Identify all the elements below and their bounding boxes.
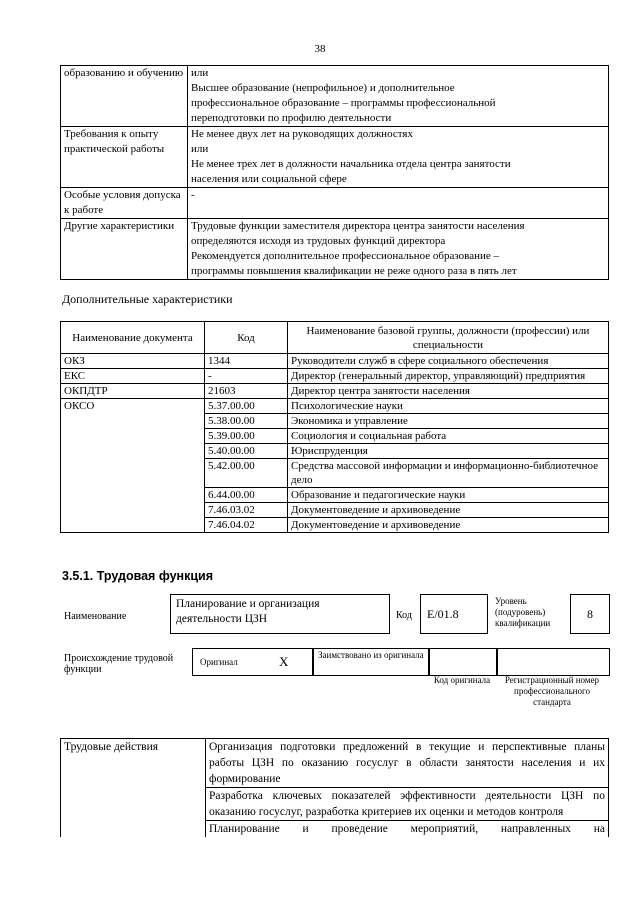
code-value-box [420,594,488,634]
name-value: Планирование и организация деятельности ЦЗН [176,598,320,625]
code-label: Код [396,610,412,621]
classification-table [60,321,609,533]
code-cell: - [205,369,288,384]
text-line: Трудовые функции заместителя директора центра занятости населения [191,220,525,232]
name-cell: Директор центра занятости населения [288,384,609,399]
text-line: - [191,189,195,201]
action-item: Разработка ключевых показателей эффективности деятельности ЦЗН по оказанию госуслуг, разработка критериев их оценки и методов контроля [206,788,609,821]
table-row [61,384,609,399]
table-row [61,66,609,127]
actions-label: Трудовые действия [61,739,206,838]
original-box [192,648,314,676]
name-cell: Документоведение и архивоведение [288,503,609,518]
table-row [61,354,609,369]
name-cell: Директор (генеральный директор, управляющий) предприятия [288,369,609,384]
doc-cell: ЕКС [61,369,205,384]
table-row [61,127,609,188]
requirements-table [60,65,609,280]
level-label: Уровень (подуровень) квалификации [495,596,551,628]
row-value [188,127,609,188]
row-label: Другие характеристики [61,219,188,280]
text-line: определяются исходя из трудовых функций директора [191,235,446,247]
row-value [188,219,609,280]
table-row [61,219,609,280]
additional-heading: Дополнительные характеристики [62,292,233,306]
original-mark: X [279,654,289,669]
text-line: или [191,67,209,79]
code-cell: 5.37.00.00 [205,399,288,414]
doc-cell: ОКСО [61,399,205,533]
text-line: профессиональное образование – программы профессиональной [191,97,496,109]
level-value-box [570,594,610,634]
code-cell: 6.44.00.00 [205,488,288,503]
borrowed-label: Заимствовано из оригинала [318,650,424,660]
code-cell: 5.42.00.00 [205,459,288,488]
code-original-box [428,648,498,676]
row-value [188,66,609,127]
labor-actions-table [60,738,609,837]
name-cell: Документоведение и архивоведение [288,518,609,533]
name-cell: Юриспруденция [288,444,609,459]
name-cell: Психологические науки [288,399,609,414]
code-cell: 21603 [205,384,288,399]
name-cell: Социология и социальная работа [288,429,609,444]
text-line: Высшее образование (непрофильное) и дополнительное [191,82,455,94]
section-title: 3.5.1. Трудовая функция [62,569,214,583]
column-header: Наименование документа [61,322,205,354]
text-line: программы повышения квалификации не реже одного раза в пять лет [191,265,517,277]
level-value: 8 [587,607,593,621]
table-row [61,188,609,219]
name-label: Наименование [64,611,127,622]
column-header: Код [205,322,288,354]
text-line: переподготовки по профилю деятельности [191,112,392,124]
code-cell: 1344 [205,354,288,369]
code-cell: 7.46.04.02 [205,518,288,533]
doc-cell: ОКЗ [61,354,205,369]
code-cell: 7.46.03.02 [205,503,288,518]
row-value [188,188,609,219]
name-cell: Руководители служб в сфере социального обеспечения [288,354,609,369]
action-item: Организация подготовки предложений в текущие и перспективные планы работы ЦЗН по оказанию госуслуг в области занятости населения и их формирование [206,739,609,788]
name-cell: Средства массовой информации и информационно-библиотечное дело [288,459,609,488]
name-value-box [170,594,390,634]
code-value: E/01.8 [427,607,459,621]
column-header: Наименование базовой группы, должности (профессии) или специальности [288,322,609,354]
name-cell: Экономика и управление [288,414,609,429]
text-line: Не менее трех лет в должности начальника отдела центра занятости [191,158,511,170]
text-line: Рекомендуется дополнительное профессиональное образование – [191,250,500,262]
reg-number-box [496,648,610,676]
origin-label: Происхождение трудовой функции [64,653,174,675]
row-label: Особые условия допуска к работе [61,188,188,219]
code-cell: 5.39.00.00 [205,429,288,444]
row-label: образованию и обучению [61,66,188,127]
name-cell: Образование и педагогические науки [288,488,609,503]
table-row [61,399,609,414]
table-header-row [61,322,609,354]
text-line: или [191,143,209,155]
code-original-label: Код оригинала [433,675,491,685]
table-row [61,739,609,788]
row-label: Требования к опыту практической работы [61,127,188,188]
action-item: Планирование и проведение мероприятий, направленных на [206,821,609,838]
table-row [61,369,609,384]
doc-cell: ОКПДТР [61,384,205,399]
original-label: Оригинал [200,657,238,667]
text-line: Не менее двух лет на руководящих должностях [191,128,413,140]
code-cell: 5.40.00.00 [205,444,288,459]
text-line: населения или социальной сфере [191,173,347,185]
borrowed-box [312,648,430,676]
reg-number-label: Регистрационный номер профессионального стандарта [504,675,600,707]
code-cell: 5.38.00.00 [205,414,288,429]
page-number: 38 [314,43,326,55]
